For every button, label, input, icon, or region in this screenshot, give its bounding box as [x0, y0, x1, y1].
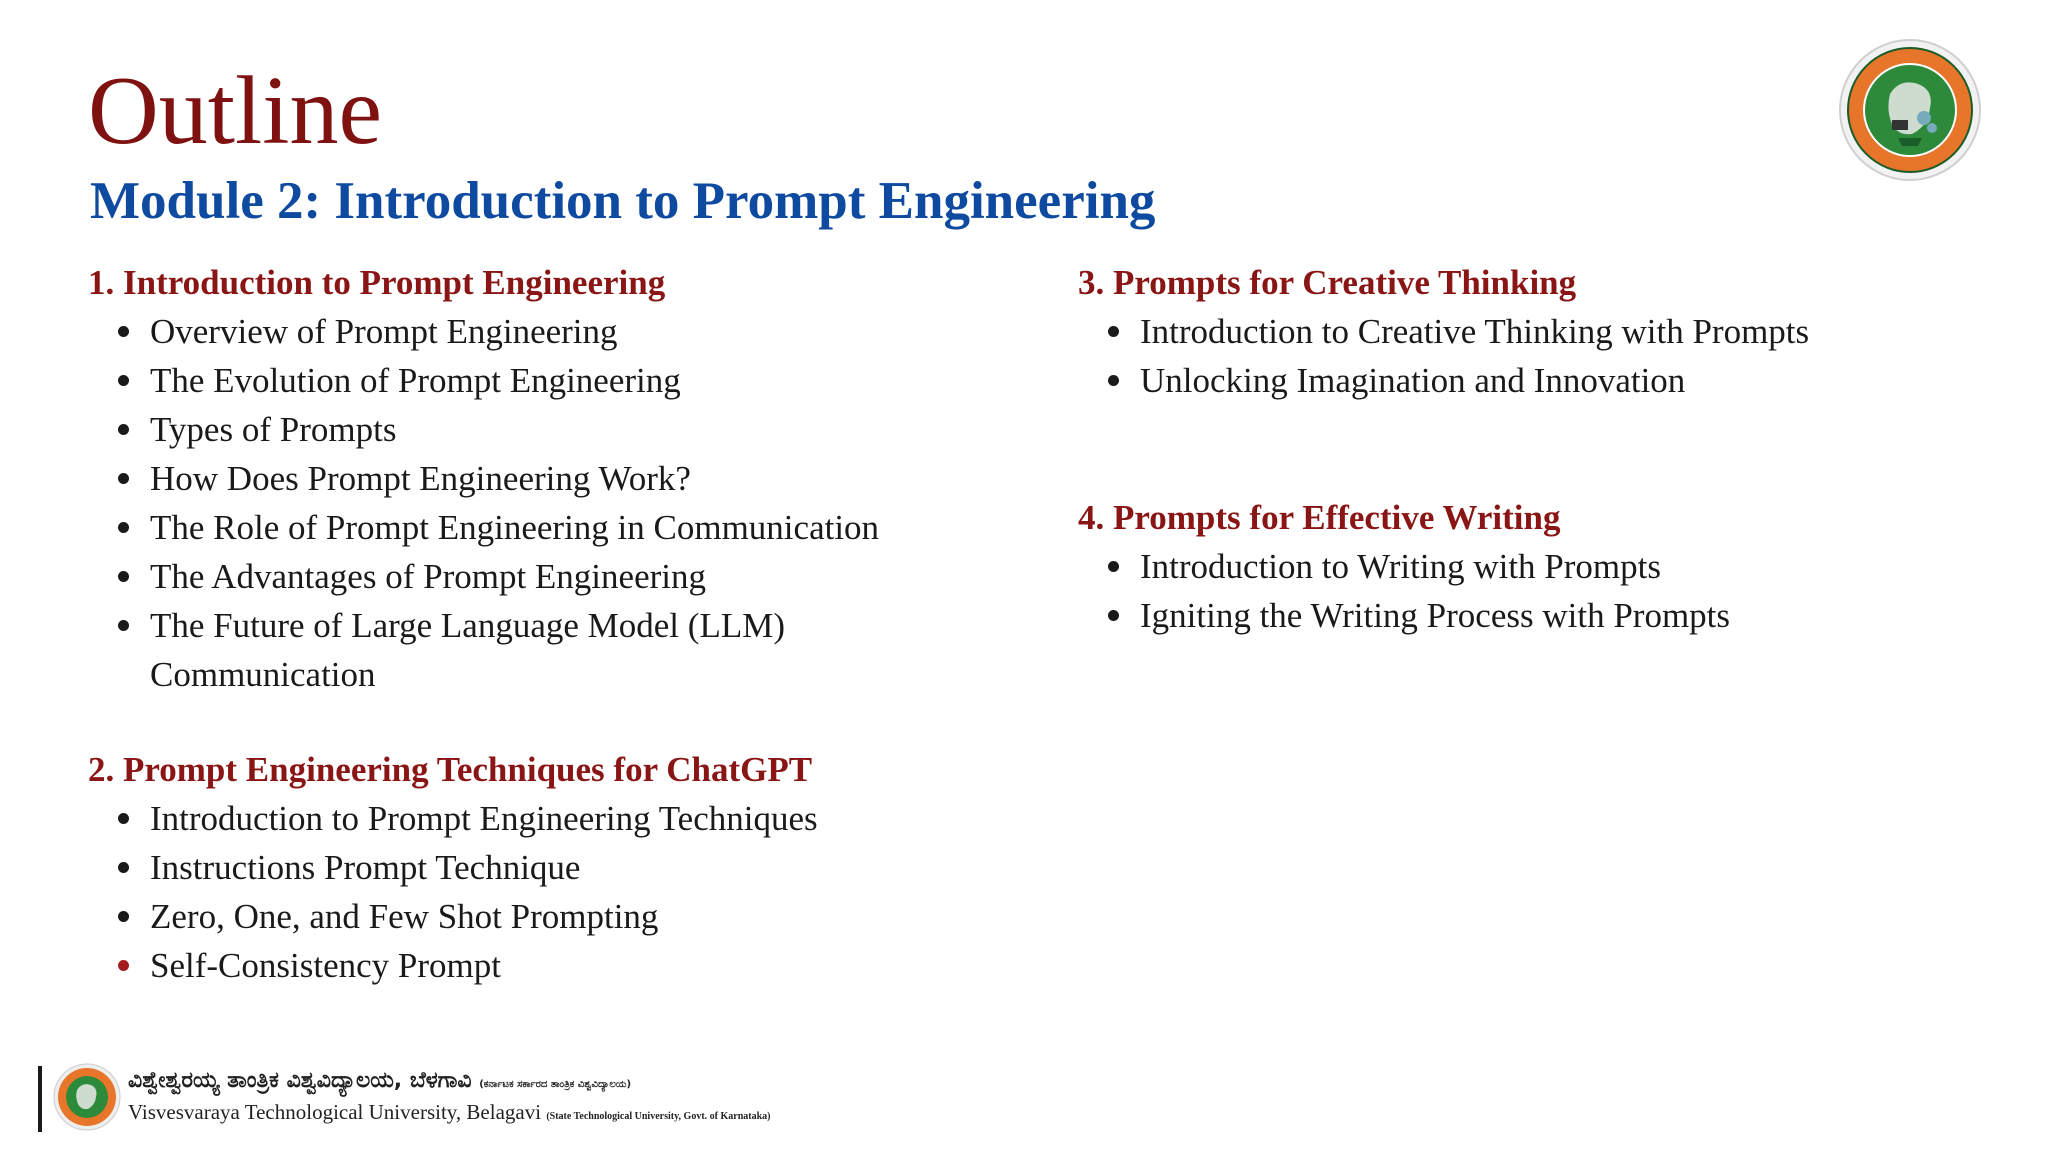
slide-subtitle: Module 2: Introduction to Prompt Engineering: [90, 172, 1156, 230]
bullet-icon: [118, 813, 129, 824]
list-item: Introduction to Writing with Prompts: [1078, 542, 1978, 591]
section-creative-thinking: [1078, 258, 1978, 405]
university-note-kannada: (ಕರ್ನಾಟಕ ಸರ್ಕಾರದ ತಾಂತ್ರಿಕ ವಿಶ್ವವಿದ್ಯಾಲಯ): [479, 1079, 632, 1090]
section-techniques: [88, 745, 1008, 990]
section-effective-writing: [1078, 493, 1978, 640]
university-name-english: Visvesvaraya Technological University, Belagavi (State Technological University, Govt. of Karnataka): [128, 1100, 771, 1124]
bullet-icon: [1108, 561, 1119, 572]
bullet-icon: [118, 960, 129, 971]
list-item: Self-Consistency Prompt: [88, 941, 1008, 990]
list-item: The Future of Large Language Model (LLM) Communication: [88, 601, 890, 699]
section-heading: 1. Introduction to Prompt Engineering: [88, 263, 666, 302]
bullet-icon: [1108, 375, 1119, 386]
section-heading: 3. Prompts for Creative Thinking: [1078, 263, 1577, 302]
bullet-icon: [118, 473, 129, 484]
left-column: [88, 258, 1008, 1026]
bullet-icon: [118, 911, 129, 922]
right-column: [1078, 258, 1978, 676]
footer: [38, 1062, 798, 1134]
list-item: Types of Prompts: [88, 405, 1008, 454]
topic-list: [1078, 307, 1978, 405]
vtu-emblem-icon: [1838, 38, 1982, 182]
vtu-emblem-small-icon: [52, 1062, 122, 1132]
bullet-icon: [118, 424, 129, 435]
university-name-kannada: ವಿಶ್ವೇಶ್ವರಯ್ಯ ತಾಂತ್ರಿಕ ವಿಶ್ವವಿದ್ಯಾಲಯ, ಬೆಳಗಾವಿ (ಕರ್ನಾಟಕ ಸರ್ಕಾರದ ತಾಂತ್ರಿಕ ವಿಶ್ವವಿದ್ಯಾಲಯ): [128, 1068, 632, 1093]
bullet-icon: [1108, 326, 1119, 337]
list-item: Overview of Prompt Engineering: [88, 307, 1008, 356]
list-item: The Evolution of Prompt Engineering: [88, 356, 1008, 405]
topic-list: [88, 794, 1008, 990]
university-note-english: (State Technological University, Govt. of Karnataka): [546, 1111, 771, 1122]
topic-list: [1078, 542, 1978, 640]
footer-divider: [38, 1066, 42, 1132]
list-item: How Does Prompt Engineering Work?: [88, 454, 1008, 503]
bullet-icon: [1108, 610, 1119, 621]
section-introduction: [88, 258, 1008, 699]
bullet-icon: [118, 375, 129, 386]
list-item: Igniting the Writing Process with Prompts: [1078, 591, 1978, 640]
bullet-icon: [118, 620, 129, 631]
list-item: Zero, One, and Few Shot Prompting: [88, 892, 1008, 941]
list-item: Introduction to Creative Thinking with Prompts: [1078, 307, 1978, 356]
list-item: The Advantages of Prompt Engineering: [88, 552, 1008, 601]
list-item: Unlocking Imagination and Innovation: [1078, 356, 1978, 405]
list-item: Introduction to Prompt Engineering Techniques: [88, 794, 1008, 843]
bullet-icon: [118, 326, 129, 337]
list-item: Instructions Prompt Technique: [88, 843, 1008, 892]
section-heading: 2. Prompt Engineering Techniques for ChatGPT: [88, 750, 813, 789]
topic-list: [88, 307, 1008, 699]
bullet-icon: [118, 522, 129, 533]
section-heading: 4. Prompts for Effective Writing: [1078, 498, 1561, 537]
slide-title: Outline: [88, 57, 382, 165]
list-item: The Role of Prompt Engineering in Communication: [88, 503, 1008, 552]
bullet-icon: [118, 571, 129, 582]
bullet-icon: [118, 862, 129, 873]
